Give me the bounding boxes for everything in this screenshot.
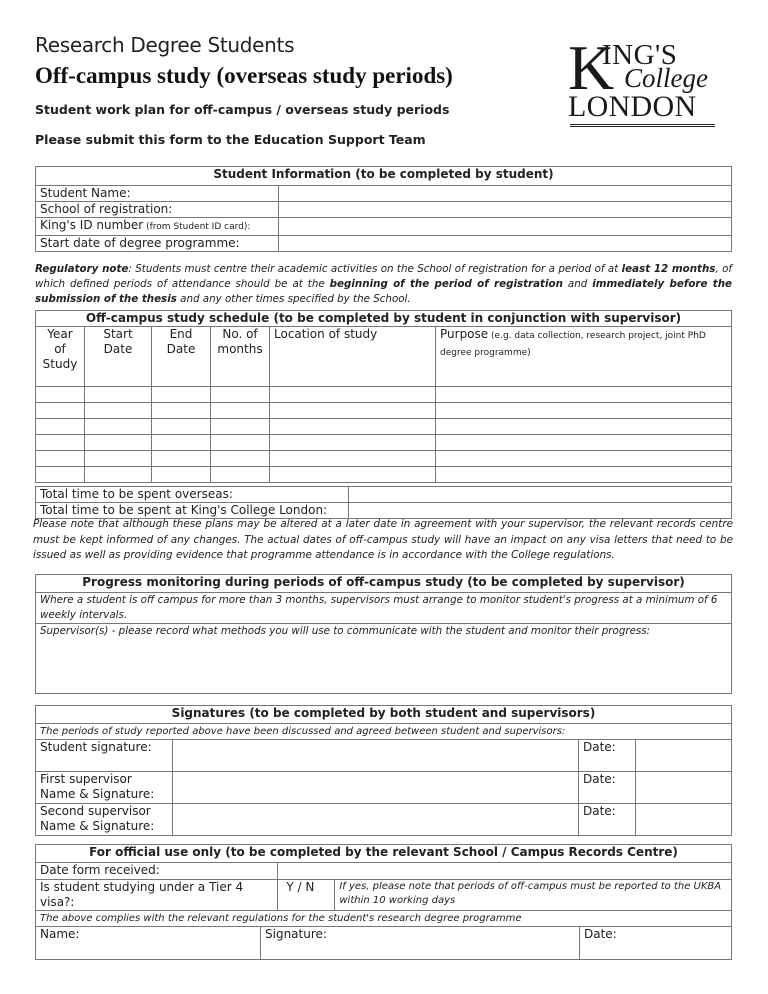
- signatures-table: [35, 705, 732, 836]
- total-overseas-label: Total time to be spent overseas:: [36, 487, 349, 503]
- kings-id-field[interactable]: [279, 218, 732, 236]
- start-cell[interactable]: [85, 467, 152, 483]
- regulatory-note-lead: Regulatory note: [35, 263, 129, 275]
- purpose-cell[interactable]: [436, 387, 732, 403]
- col-location: Location of study: [270, 327, 436, 387]
- location-cell[interactable]: [270, 435, 436, 451]
- student-name-label: Student Name:: [36, 186, 279, 202]
- official-signature-label: Signature:: [265, 927, 327, 941]
- regulatory-note-text-1: : Students must centre their academic activities on the School of registration for a period of at: [128, 263, 622, 275]
- year-cell[interactable]: [36, 467, 85, 483]
- signatures-statement: The periods of study reported above have been discussed and agreed between student and supervisors:: [36, 724, 732, 740]
- schedule-heading: Off-campus study schedule (to be completed by student in conjunction with supervisor): [36, 311, 732, 327]
- purpose-cell[interactable]: [436, 451, 732, 467]
- purpose-cell[interactable]: [436, 403, 732, 419]
- first-supervisor-date-label: Date:: [579, 772, 636, 804]
- col-purpose-hint: (e.g. data collection, research project, joint PhD degree programme): [440, 331, 706, 358]
- progress-table: [35, 574, 732, 694]
- start-cell[interactable]: [85, 403, 152, 419]
- logo-k: K: [568, 32, 615, 103]
- compliance-statement: The above complies with the relevant regulations for the student's research degree programme: [36, 911, 732, 927]
- tier4-visa-label: Is student studying under a Tier 4 visa?:: [36, 880, 278, 911]
- schedule-row: [36, 467, 732, 483]
- date-received-field[interactable]: [278, 863, 732, 880]
- first-supervisor-label: First supervisor Name & Signature:: [36, 772, 173, 804]
- end-cell[interactable]: [152, 451, 211, 467]
- regulatory-note-emphasis-3: immediately before the submission of the thesis: [35, 278, 733, 305]
- schedule-row: [36, 451, 732, 467]
- regulatory-note-text-3: and: [562, 278, 593, 290]
- start-date-field[interactable]: [279, 236, 732, 252]
- official-name-field[interactable]: [36, 927, 261, 960]
- end-cell[interactable]: [152, 419, 211, 435]
- total-kcl-label: Total time to be spent at King's College London:: [36, 503, 349, 519]
- official-heading: For official use only (to be completed by the relevant School / Campus Records Centre): [36, 845, 732, 863]
- date-received-label: Date form received:: [36, 863, 278, 880]
- start-cell[interactable]: [85, 451, 152, 467]
- official-use-table: [35, 844, 732, 960]
- col-year-of-study: Year of Study: [36, 327, 85, 387]
- months-cell[interactable]: [211, 403, 270, 419]
- year-cell[interactable]: [36, 403, 85, 419]
- year-cell[interactable]: [36, 435, 85, 451]
- student-info-table: [35, 166, 732, 252]
- totals-table: [35, 486, 732, 519]
- second-supervisor-date-label: Date:: [579, 804, 636, 836]
- months-cell[interactable]: [211, 467, 270, 483]
- col-start-date: Start Date: [85, 327, 152, 387]
- year-cell[interactable]: [36, 387, 85, 403]
- end-cell[interactable]: [152, 387, 211, 403]
- start-cell[interactable]: [85, 419, 152, 435]
- regulatory-note-emphasis-1: least 12 months: [621, 263, 716, 275]
- total-overseas-field[interactable]: [349, 487, 732, 503]
- regulatory-note-emphasis-2: beginning of the period of registration: [329, 278, 563, 290]
- logo-ings: ING'S: [602, 39, 678, 71]
- second-supervisor-field[interactable]: [173, 804, 579, 836]
- end-cell[interactable]: [152, 467, 211, 483]
- logo-college: College: [624, 63, 708, 93]
- first-supervisor-date-field[interactable]: [636, 772, 732, 804]
- progress-rule: Where a student is off campus for more than 3 months, supervisors must arrange to monitor student's progress at a minimum of 6 weekly intervals.: [36, 593, 732, 624]
- student-date-field[interactable]: [636, 740, 732, 772]
- kings-college-london-logo: [568, 32, 718, 128]
- logo-london: LONDON: [568, 90, 697, 123]
- months-cell[interactable]: [211, 387, 270, 403]
- months-cell[interactable]: [211, 435, 270, 451]
- second-supervisor-date-field[interactable]: [636, 804, 732, 836]
- start-date-label: Start date of degree programme:: [36, 236, 279, 252]
- regulatory-note: [35, 262, 732, 307]
- col-no-of-months: No. of months: [211, 327, 270, 387]
- regulatory-note-text-2: , of which defined periods of attendance should be at the: [35, 263, 732, 290]
- school-of-registration-label: School of registration:: [36, 202, 279, 218]
- second-supervisor-label: Second supervisor Name & Signature:: [36, 804, 173, 836]
- kings-id-hint: (from Student ID card):: [143, 222, 251, 232]
- student-signature-field[interactable]: [173, 740, 579, 772]
- location-cell[interactable]: [270, 387, 436, 403]
- progress-heading: Progress monitoring during periods of off-campus study (to be completed by supervisor): [36, 575, 732, 593]
- location-cell[interactable]: [270, 403, 436, 419]
- student-info-heading: Student Information (to be completed by student): [36, 167, 732, 186]
- progress-methods-field[interactable]: [36, 624, 732, 694]
- regulatory-note-text-4: and any other times specified by the School.: [176, 293, 411, 305]
- logo-rule: [570, 124, 715, 127]
- purpose-cell[interactable]: [436, 435, 732, 451]
- months-cell[interactable]: [211, 451, 270, 467]
- official-signature-field[interactable]: [261, 927, 580, 960]
- first-supervisor-field[interactable]: [173, 772, 579, 804]
- schedule-table: [35, 310, 732, 483]
- months-cell[interactable]: [211, 419, 270, 435]
- student-date-label: Date:: [579, 740, 636, 772]
- official-date-field[interactable]: [580, 927, 732, 960]
- kings-id-label: [36, 218, 279, 236]
- tier4-visa-yn[interactable]: Y / N: [278, 880, 335, 911]
- purpose-cell[interactable]: [436, 467, 732, 483]
- signatures-heading: Signatures (to be completed by both student and supervisors): [36, 706, 732, 724]
- start-cell[interactable]: [85, 387, 152, 403]
- kings-id-label-text: King's ID number: [40, 218, 144, 232]
- col-end-date: End Date: [152, 327, 211, 387]
- official-date-label: Date:: [584, 927, 617, 941]
- end-cell[interactable]: [152, 403, 211, 419]
- col-purpose-label: Purpose: [440, 327, 489, 341]
- schedule-row: [36, 419, 732, 435]
- submit-instruction: Please submit this form to the Education Support Team: [35, 132, 426, 147]
- year-cell[interactable]: [36, 451, 85, 467]
- end-cell[interactable]: [152, 435, 211, 451]
- schedule-row: [36, 387, 732, 403]
- year-cell[interactable]: [36, 419, 85, 435]
- location-cell[interactable]: [270, 467, 436, 483]
- location-cell[interactable]: [270, 451, 436, 467]
- schedule-row: [36, 435, 732, 451]
- start-cell[interactable]: [85, 435, 152, 451]
- tier4-visa-note: If yes, please note that periods of off-campus must be reported to the UKBA within 10 working days: [335, 880, 732, 911]
- plans-note: Please note that although these plans may be altered at a later date in agreement with your supervisor, the relevant records centre must be kept informed of any changes. The actual dates of off-campus study will have an impact on any visa letters that need to be issued as well as providing evidence that programme attendance is in accordance with the College regulations.: [33, 518, 733, 561]
- page-title: Off-campus study (overseas study periods): [35, 63, 453, 88]
- official-name-label: Name:: [40, 927, 80, 941]
- page-subtitle: Student work plan for off-campus / overseas study periods: [35, 102, 450, 117]
- school-of-registration-field[interactable]: [279, 202, 732, 218]
- col-purpose: [436, 327, 732, 387]
- purpose-cell[interactable]: [436, 419, 732, 435]
- category-heading: Research Degree Students: [35, 33, 295, 57]
- location-cell[interactable]: [270, 419, 436, 435]
- student-name-field[interactable]: [279, 186, 732, 202]
- schedule-row: [36, 403, 732, 419]
- progress-prompt: Supervisor(s) - please record what methods you will use to communicate with the student and monitor their progress:: [40, 625, 651, 637]
- student-signature-label: Student signature:: [36, 740, 173, 772]
